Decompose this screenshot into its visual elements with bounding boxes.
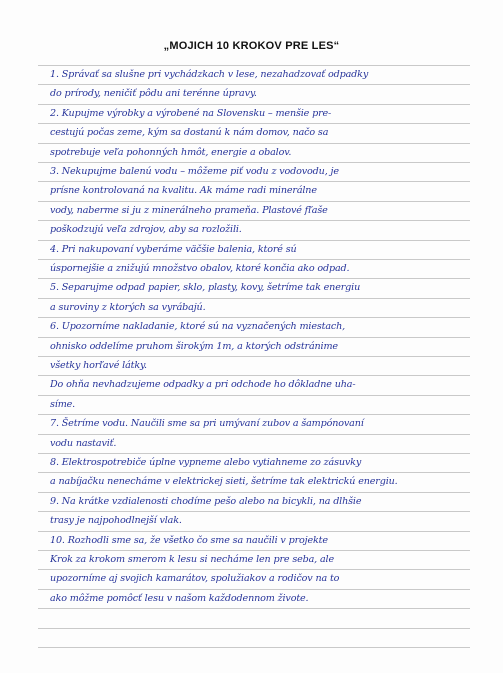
ruled-line [38, 647, 470, 648]
handwritten-line: a nabíjačku nenecháme v elektrickej sieti, šetríme tak elektrickú energiu. [50, 476, 398, 487]
ruled-line [38, 608, 470, 609]
ruled-line [38, 123, 470, 124]
handwritten-line: ako môžme pomôcť lesu v našom každodennom živote. [50, 593, 309, 604]
handwritten-line: spotrebuje veľa pohonných hmôt, energie a obalov. [50, 147, 292, 158]
handwritten-line: 4. Pri nakupovaní vyberáme väčšie balenia, ktoré sú [50, 244, 297, 255]
handwritten-line: Do ohňa nevhadzujeme odpadky a pri odchode ho dôkladne uha- [50, 379, 356, 390]
handwritten-line: Krok za krokom smerom k lesu si necháme len pre seba, ale [50, 554, 334, 565]
handwritten-line: 9. Na krátke vzdialenosti chodíme pešo alebo na bicykli, na dlhšie [50, 496, 362, 507]
handwritten-line: 8. Elektrospotrebiče úplne vypneme alebo vytiahneme zo zásuvky [50, 457, 362, 468]
ruled-line [38, 143, 470, 144]
handwritten-line: síme. [50, 399, 76, 410]
ruled-line [38, 240, 470, 241]
ruled-line [38, 181, 470, 182]
ruled-line [38, 337, 470, 338]
ruled-line [38, 550, 470, 551]
handwritten-line: prísne kontrolovaná na kvalitu. Ak máme radi minerálne [50, 185, 317, 196]
ruled-line [38, 84, 470, 85]
ruled-line [38, 472, 470, 473]
handwritten-line: všetky horľavé látky. [50, 360, 147, 371]
handwritten-line: upozorníme aj svojich kamarátov, spolužiakov a rodičov na to [50, 573, 340, 584]
ruled-line [38, 201, 470, 202]
ruled-line [38, 531, 470, 532]
handwritten-line: 3. Nekupujme balenú vodu – môžeme piť vodu z vodovodu, je [50, 166, 339, 177]
handwritten-line: 5. Separujme odpad papier, sklo, plasty, kovy, šetríme tak energiu [50, 282, 361, 293]
ruled-line [38, 278, 470, 279]
ruled-line [38, 395, 470, 396]
ruled-line [38, 628, 470, 629]
ruled-line [38, 356, 470, 357]
handwritten-line: a suroviny z ktorých sa vyrábajú. [50, 302, 206, 313]
page-title: „MOJICH 10 KROKOV PRE LES“ [163, 40, 340, 52]
ruled-line [38, 375, 470, 376]
ruled-line [38, 492, 470, 493]
ruled-line [38, 104, 470, 105]
handwritten-line: 2. Kupujme výrobky a výrobené na Slovensku – menšie pre- [50, 108, 332, 119]
ruled-line [38, 453, 470, 454]
ruled-line [38, 569, 470, 570]
ruled-line [38, 434, 470, 435]
ruled-line [38, 259, 470, 260]
handwritten-line: vody, naberme si ju z minerálneho prameňa. Plastové fľaše [50, 205, 328, 216]
ruled-line [38, 414, 470, 415]
ruled-line [38, 298, 470, 299]
handwritten-line: do prírody, neničiť pôdu ani terénne úpravy. [50, 88, 257, 99]
ruled-line [38, 511, 470, 512]
handwritten-line: 7. Šetríme vodu. Naučili sme sa pri umývaní zubov a šampónovaní [50, 418, 364, 429]
handwritten-line: 10. Rozhodli sme sa, že všetko čo sme sa naučili v projekte [50, 535, 328, 546]
handwritten-line: poškodzujú veľa zdrojov, aby sa rozložili. [50, 224, 242, 235]
handwritten-line: ohnisko oddelíme pruhom širokým 1m, a ktorých odstránime [50, 341, 338, 352]
handwritten-line: vodu nastaviť. [50, 438, 117, 449]
handwritten-line: trasy je najpohodlnejší vlak. [50, 515, 182, 526]
ruled-line [38, 220, 470, 221]
handwritten-line: 6. Upozorníme nakladanie, ktoré sú na vyznačených miestach, [50, 321, 346, 332]
ruled-line [38, 317, 470, 318]
ruled-line [38, 65, 470, 66]
ruled-line [38, 162, 470, 163]
handwritten-line: úspornejšie a znižujú množstvo obalov, ktoré končia ako odpad. [50, 263, 350, 274]
handwritten-line: 1. Správať sa slušne pri vychádzkach v lese, nezahadzovať odpadky [50, 69, 369, 80]
ruled-line [38, 589, 470, 590]
handwritten-line: cestujú počas zeme, kým sa dostanú k nám domov, načo sa [50, 127, 329, 138]
